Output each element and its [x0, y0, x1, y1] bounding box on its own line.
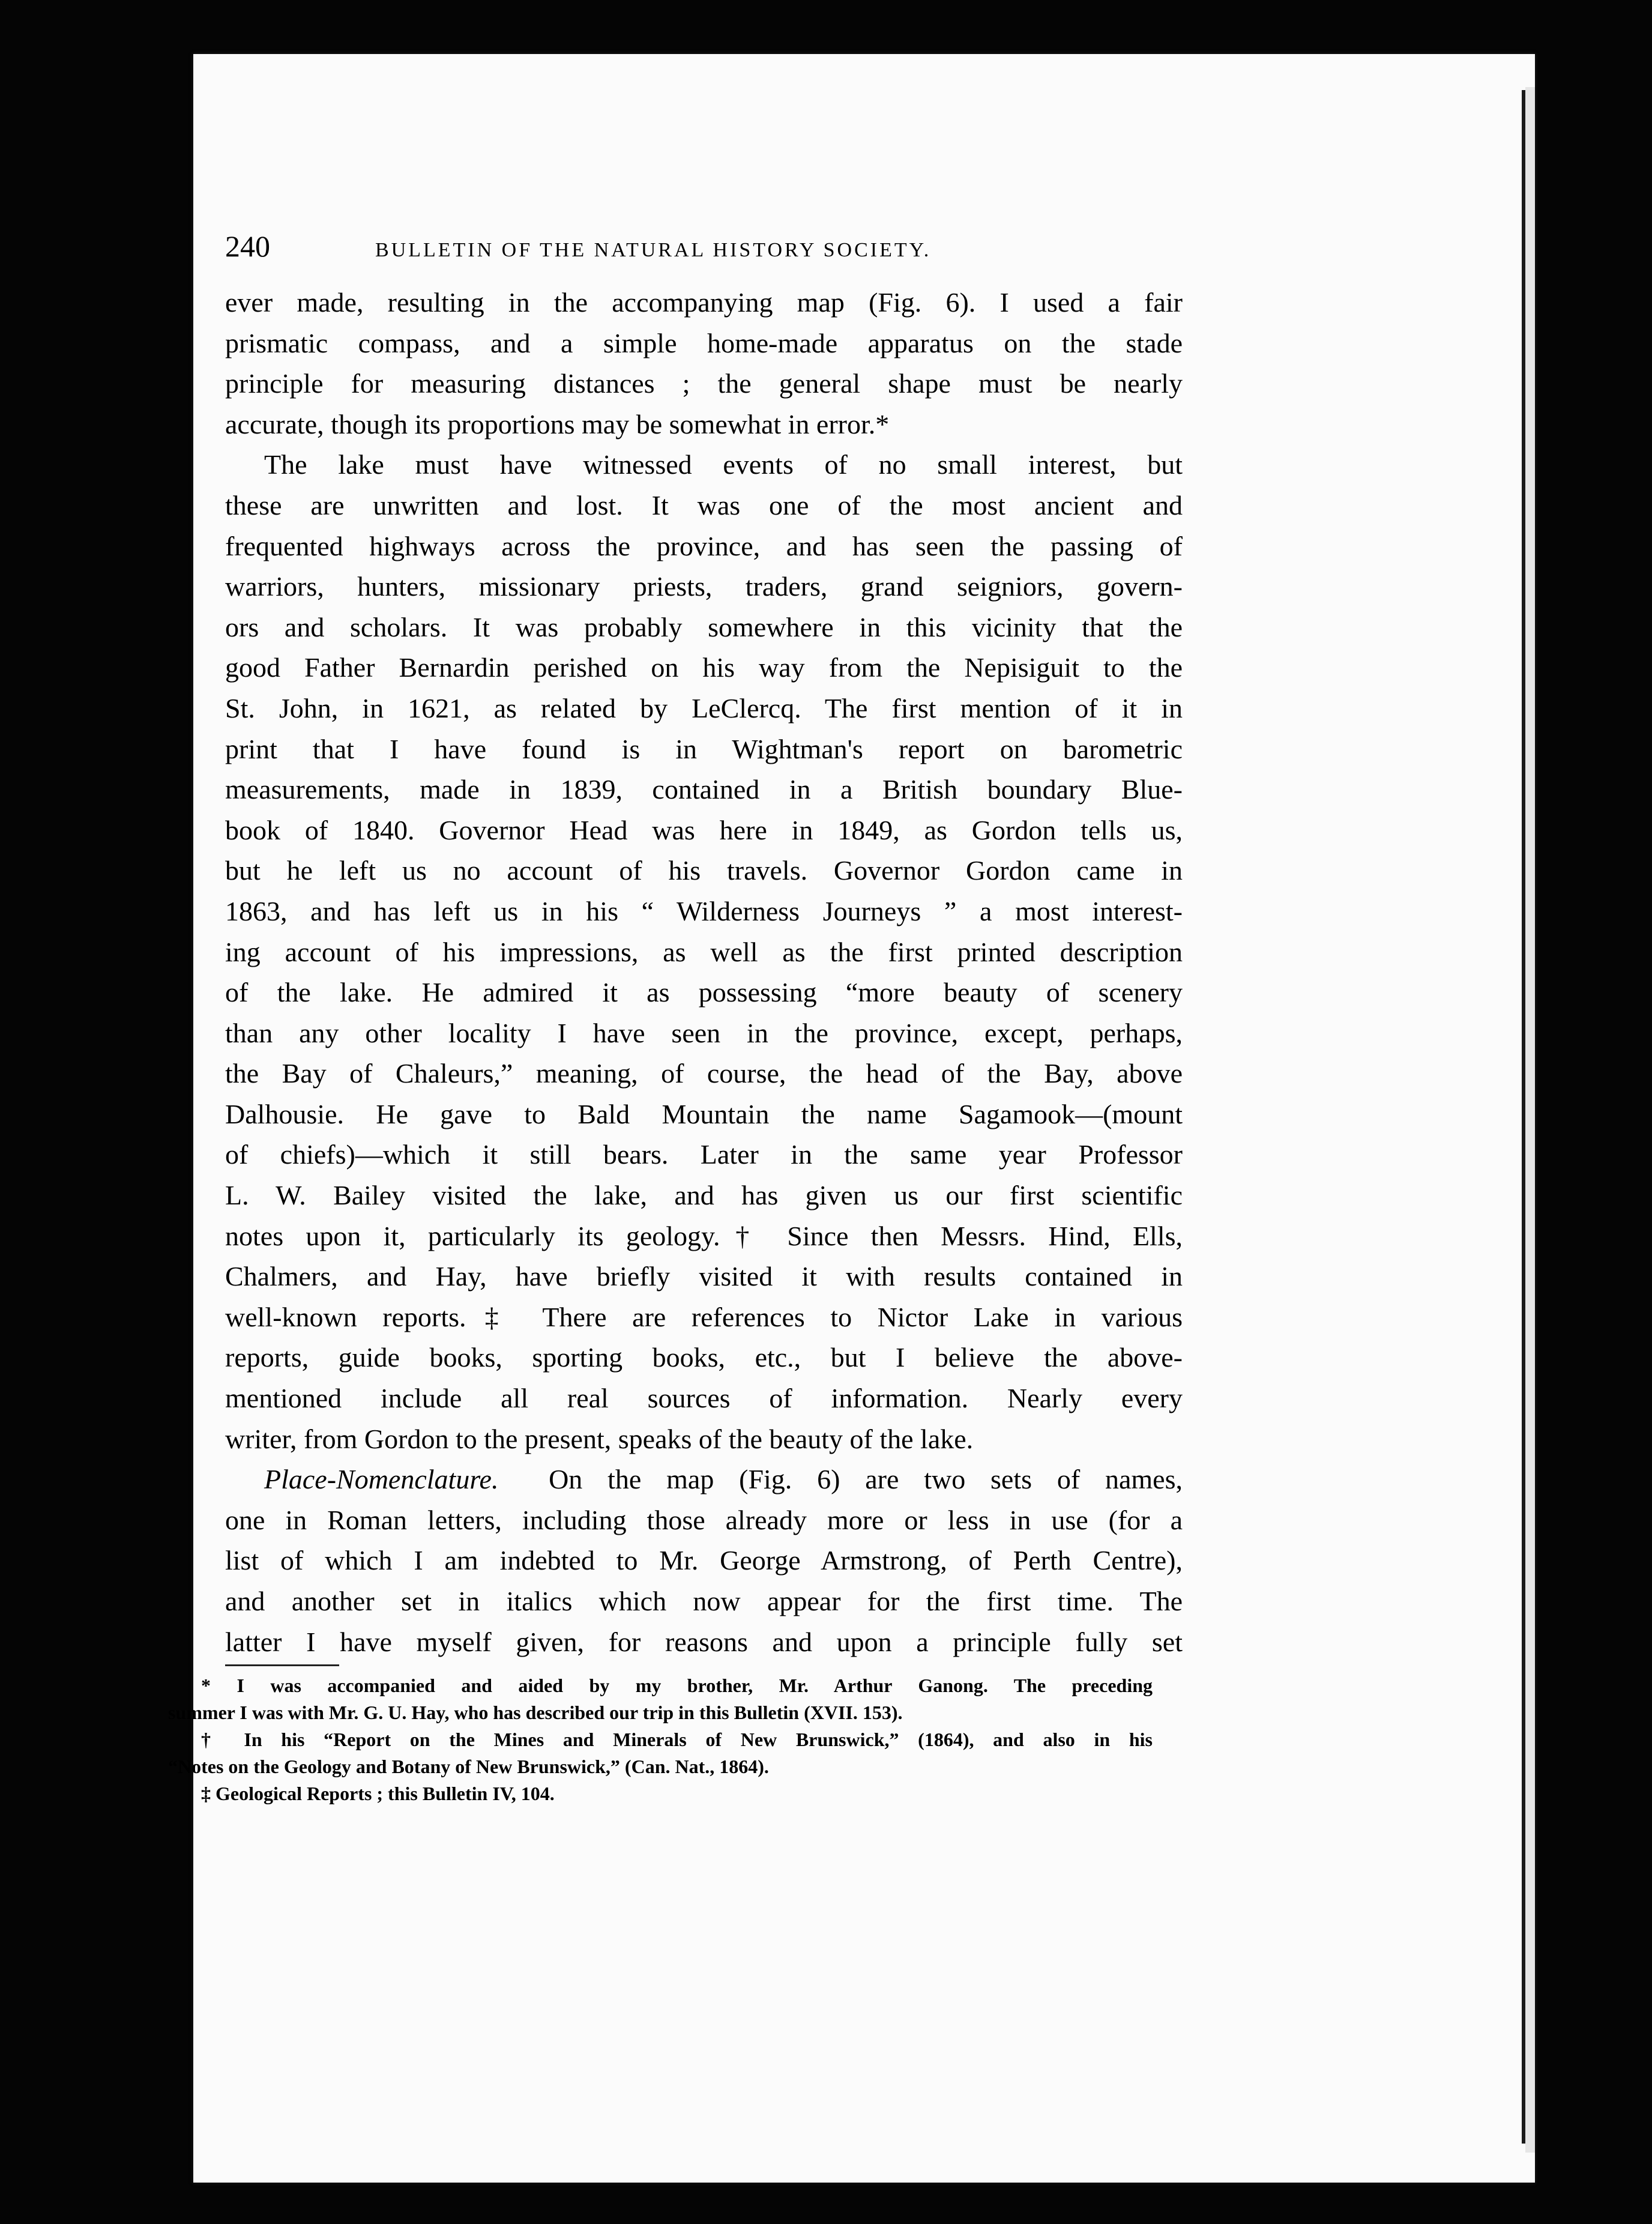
- section-first-line: [225, 1459, 1183, 1500]
- body-line: of chiefs)—which it still bears. Later in the same year Professor: [225, 1139, 1183, 1170]
- body-line: ever made, resulting in the accompanying map (Fig. 6). I used a fair: [225, 287, 1183, 318]
- body-line: print that I have found is in Wightman's report on barometric: [225, 733, 1183, 764]
- body-line: these are unwritten and lost. It was one of the most ancient and: [225, 489, 1183, 521]
- body-line: notes upon it, particularly its geology.† Since then Messrs. Hind, Ells,: [225, 1220, 1183, 1251]
- body-line: frequented highways across the province, and has seen the passing of: [225, 530, 1183, 561]
- footnote-line: “Notes on the Geology and Botany of New Brunswick,” (Can. Nat., 1864).: [168, 1756, 769, 1777]
- page-number: 240: [225, 229, 270, 263]
- body-line: The lake must have witnessed events of no small interest, but: [264, 449, 1183, 480]
- body-line: good Father Bernardin perished on his way from the Nepisiguit to the: [225, 652, 1183, 683]
- body-line: ing account of his impressions, as well as the first printed description: [225, 936, 1183, 967]
- body-line: ors and scholars. It was probably somewhere in this vicinity that the: [225, 611, 1183, 642]
- section-first-line-text: On the map (Fig. 6) are two sets of names,: [549, 1464, 1183, 1495]
- body-line: and another set in italics which now appear for the first time. The: [225, 1586, 1183, 1616]
- body-line: book of 1840. Governor Head was here in 1849, as Gordon tells us,: [225, 814, 1183, 845]
- page-gutter-line: [1522, 90, 1525, 2144]
- body-line: warriors, hunters, missionary priests, traders, grand seigniors, govern-: [225, 571, 1183, 602]
- body-line: measurements, made in 1839, contained in a British boundary Blue-: [225, 774, 1183, 805]
- section-heading: Place-Nomenclature.: [264, 1464, 499, 1495]
- body-line: the Bay of Chaleurs,” meaning, of course, the head of the Bay, above: [225, 1058, 1183, 1089]
- body-line: principle for measuring distances ; the general shape must be nearly: [225, 368, 1183, 399]
- footnote-line: ‡ Geological Reports ; this Bulletin IV, 104.: [201, 1783, 555, 1804]
- body-line: one in Roman letters, including those already more or less in use (for a: [225, 1504, 1183, 1535]
- body-line: 1863, and has left us in his “ Wilderness Journeys ” a most interest-: [225, 895, 1183, 926]
- footnote-line: * I was accompanied and aided by my brother, Mr. Arthur Ganong. The preceding: [201, 1675, 1153, 1696]
- footnotes: [168, 1672, 1153, 1807]
- body-line: well-known reports.‡ There are references to Nictor Lake in various: [225, 1301, 1183, 1332]
- footnote-line: summer I was with Mr. G. U. Hay, who has described our trip in this Bulletin (XVII. 153).: [168, 1702, 903, 1723]
- body-line: Chalmers, and Hay, have briefly visited it with results contained in: [225, 1261, 1183, 1292]
- body-line: latter I have myself given, for reasons and upon a principle fully set: [225, 1626, 1183, 1657]
- running-head: [225, 228, 1210, 270]
- body-line: than any other locality I have seen in the province, except, perhaps,: [225, 1017, 1183, 1048]
- body-line: but he left us no account of his travels. Governor Gordon came in: [225, 855, 1183, 886]
- body-line: accurate, though its proportions may be somewhat in error.*: [225, 408, 890, 440]
- body-line: reports, guide books, sporting books, etc., but I believe the above-: [225, 1342, 1183, 1373]
- body-line: prismatic compass, and a simple home-made apparatus on the stade: [225, 327, 1183, 358]
- body-line: of the lake. He admired it as possessing “more beauty of scenery: [225, 977, 1183, 1008]
- body-line: L. W. Bailey visited the lake, and has given us our first scientific: [225, 1180, 1183, 1211]
- body-line: writer, from Gordon to the present, speaks of the beauty of the lake.: [225, 1423, 974, 1454]
- footnote-line: † In his “Report on the Mines and Minerals of New Brunswick,” (1864), and also in his: [201, 1729, 1153, 1750]
- body-text: [225, 282, 1183, 1662]
- running-head-title: BULLETIN OF THE NATURAL HISTORY SOCIETY.: [375, 239, 932, 261]
- body-line: list of which I am indebted to Mr. George Armstrong, of Perth Centre),: [225, 1545, 1183, 1576]
- body-line: St. John, in 1621, as related by LeClercq. The first mention of it in: [225, 692, 1183, 724]
- facing-page-edge: [1525, 87, 1535, 2153]
- body-line: Dalhousie. He gave to Bald Mountain the name Sagamook—(mount: [225, 1098, 1183, 1129]
- footnote-rule: [225, 1664, 339, 1666]
- body-line: mentioned include all real sources of information. Nearly every: [225, 1383, 1183, 1414]
